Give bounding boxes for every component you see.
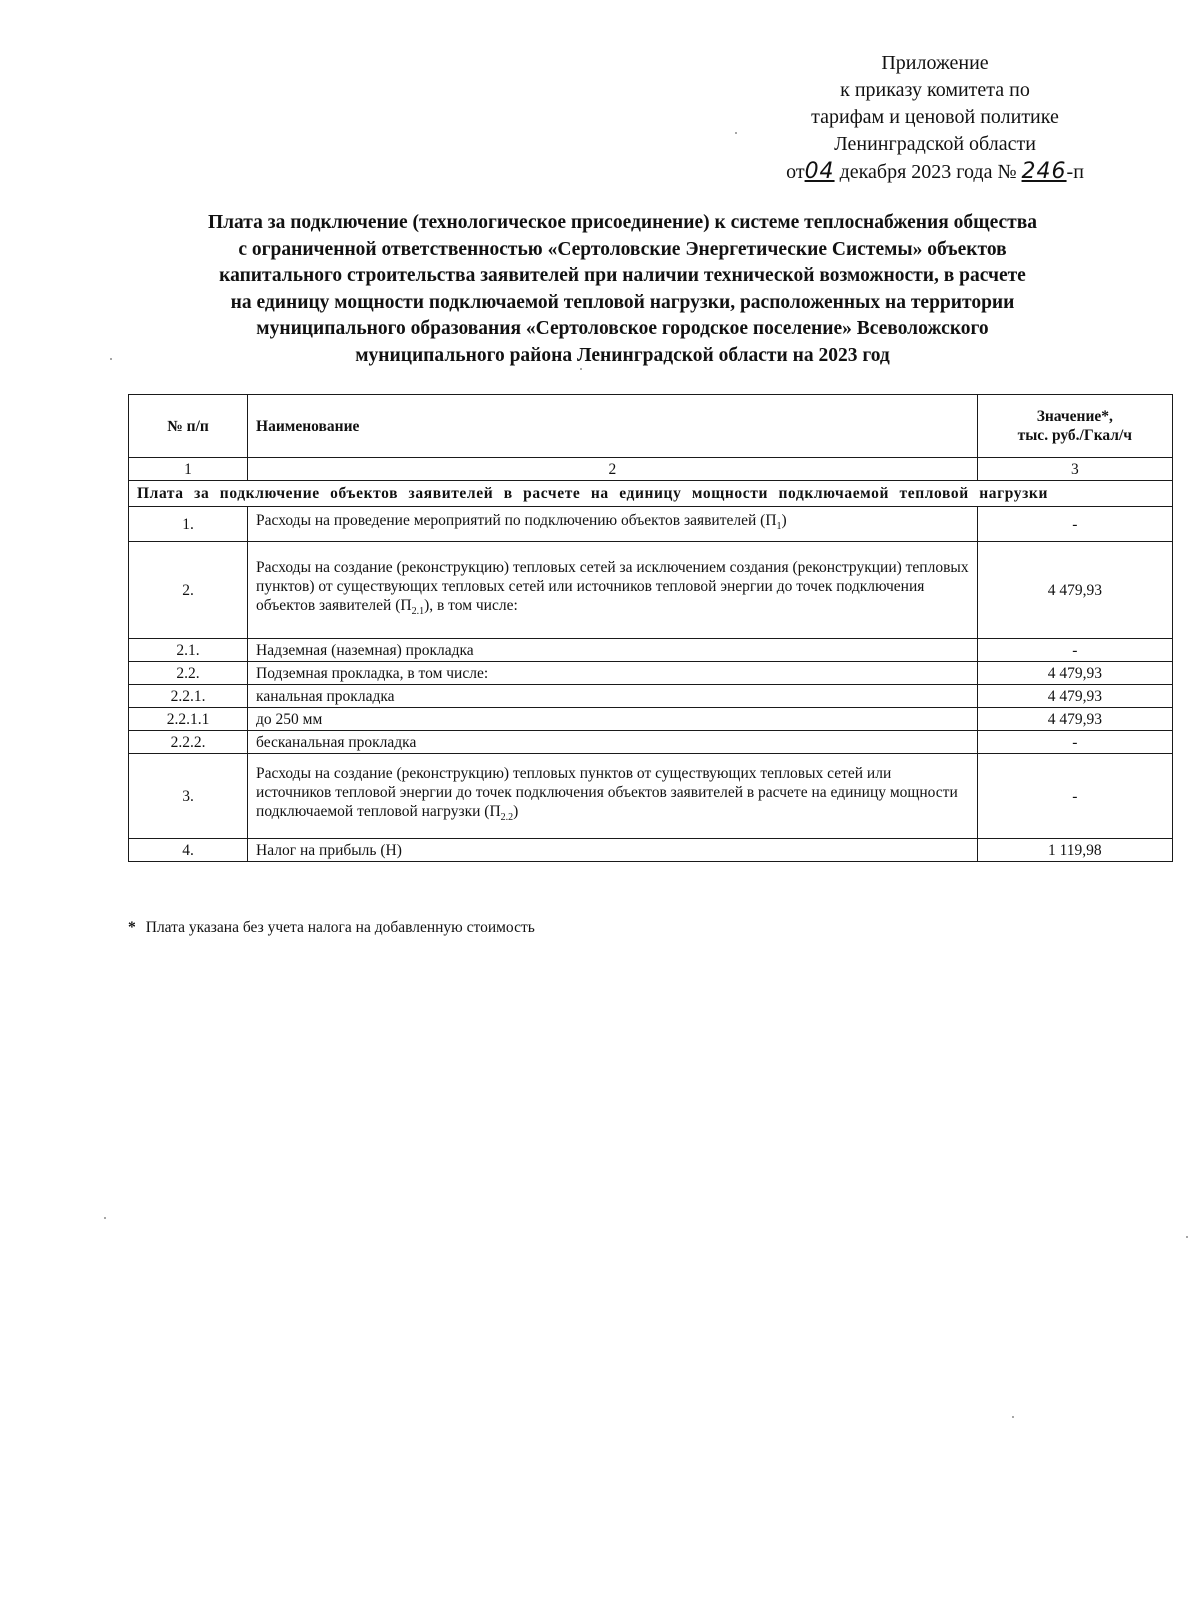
row-value: 4 479,93 (977, 708, 1172, 731)
column-index: 3 (977, 458, 1172, 481)
row-name: Подземная прокладка, в том числе: (248, 662, 978, 685)
order-suffix: -п (1066, 161, 1084, 183)
fee-table (128, 394, 1173, 862)
row-name-text: Расходы на создание (реконструкцию) тепловых сетей за исключением создания (реконструкции) тепловых пунктов) от существующих тепловых сетей или источников тепловой энергии до точек подключения объектов заявителей (П (256, 559, 969, 615)
row-name (248, 507, 978, 542)
row-name-text: Расходы на проведение мероприятий по подключению объектов заявителей (П (256, 512, 777, 530)
row-value: 1 119,98 (977, 839, 1172, 862)
footnote-marker: * (128, 919, 136, 936)
row-name (248, 754, 978, 839)
row-name-subscript: 2.2 (500, 812, 514, 824)
table-row (129, 507, 1173, 542)
date-prefix: от (786, 161, 805, 183)
row-name (248, 542, 978, 639)
footnote-text: Плата указана без учета налога на добавленную стоимость (145, 919, 535, 936)
column-index: 1 (129, 458, 248, 481)
column-index-row (129, 458, 1173, 481)
row-name-subscript: 2.1 (411, 606, 425, 618)
row-name-subscript: 1 (776, 521, 782, 533)
row-num: 2.2.1. (129, 685, 248, 708)
row-num: 3. (129, 754, 248, 839)
row-name: Налог на прибыль (Н) (248, 839, 978, 862)
scan-speck (1186, 1236, 1188, 1238)
row-name: до 250 мм (248, 708, 978, 731)
title-line-3: капитального строительства заявителей при наличии технической возможности, в расчете (219, 265, 1026, 286)
row-value: - (977, 754, 1172, 839)
row-name: канальная прокладка (248, 685, 978, 708)
appendix-line-1: Приложение (881, 52, 989, 74)
header-value-line-2: тыс. руб./Гкал/ч (1017, 427, 1133, 444)
column-index: 2 (248, 458, 978, 481)
table-header-row (129, 395, 1173, 458)
row-value: - (977, 639, 1172, 662)
row-value: - (977, 731, 1172, 754)
table-row (129, 754, 1173, 839)
appendix-line-4: Ленинградской области (834, 133, 1036, 155)
table-row (129, 685, 1173, 708)
row-num: 2. (129, 542, 248, 639)
scan-speck (1012, 1416, 1014, 1418)
row-name: Надземная (наземная) прокладка (248, 639, 978, 662)
row-value: - (977, 507, 1172, 542)
footnote (128, 918, 535, 938)
table-row (129, 639, 1173, 662)
section-title: Плата за подключение объектов заявителей в расчете на единицу мощности подключаемой тепловой нагрузки (129, 481, 1173, 507)
scan-speck (104, 1217, 106, 1219)
handwritten-order-number: 246 (1021, 159, 1067, 184)
header-value (977, 395, 1172, 458)
header-name: Наименование (248, 395, 978, 458)
header-num: № п/п (129, 395, 248, 458)
row-name-end: ) (781, 512, 787, 530)
table-row (129, 708, 1173, 731)
header-value-line-1: Значение*, (1036, 408, 1113, 425)
row-name: бесканальная прокладка (248, 731, 978, 754)
title-line-5: муниципального образования «Сертоловское городское поселение» Всеволожского (256, 318, 989, 339)
title-line-2: с ограниченной ответственностью «Сертоловские Энергетические Системы» объектов (238, 238, 1007, 260)
table-row (129, 662, 1173, 685)
row-num: 1. (129, 507, 248, 542)
section-row (129, 481, 1173, 507)
scan-speck (735, 132, 737, 134)
appendix-block (740, 50, 1130, 186)
row-name-end: ), в том числе: (424, 597, 518, 615)
table-row (129, 839, 1173, 862)
table-row (129, 731, 1173, 754)
title-line-1: Плата за подключение (технологическое присоединение) к системе теплоснабжения общества (207, 212, 1038, 233)
table-row (129, 542, 1173, 639)
row-num: 2.2.1.1 (129, 708, 248, 731)
row-value: 4 479,93 (977, 542, 1172, 639)
row-name-text: Расходы на создание (реконструкцию) тепловых пунктов от существующих тепловых сетей или источников тепловой энергии до точек подключения объектов заявителей в расчете на единицу мощности подключаемой тепловой нагрузки (П (256, 765, 958, 821)
row-value: 4 479,93 (977, 685, 1172, 708)
scan-speck (110, 358, 112, 360)
date-rest: декабря 2023 года № (839, 161, 1017, 183)
document-title (100, 210, 1145, 369)
row-value: 4 479,93 (977, 662, 1172, 685)
row-num: 2.2.2. (129, 731, 248, 754)
appendix-line-2: к приказу комитета по (840, 79, 1030, 101)
row-num: 2.1. (129, 639, 248, 662)
handwritten-day: 04 (804, 159, 835, 184)
title-line-6: муниципального района Ленинградской области на 2023 год (355, 344, 890, 366)
row-name-end: ) (513, 803, 519, 821)
title-line-4: на единицу мощности подключаемой тепловой нагрузки, расположенных на территории (230, 291, 1015, 313)
appendix-date-line (740, 158, 1130, 186)
row-num: 4. (129, 839, 248, 862)
row-num: 2.2. (129, 662, 248, 685)
appendix-line-3: тарифам и ценовой политике (811, 106, 1059, 128)
scan-speck (580, 368, 582, 370)
